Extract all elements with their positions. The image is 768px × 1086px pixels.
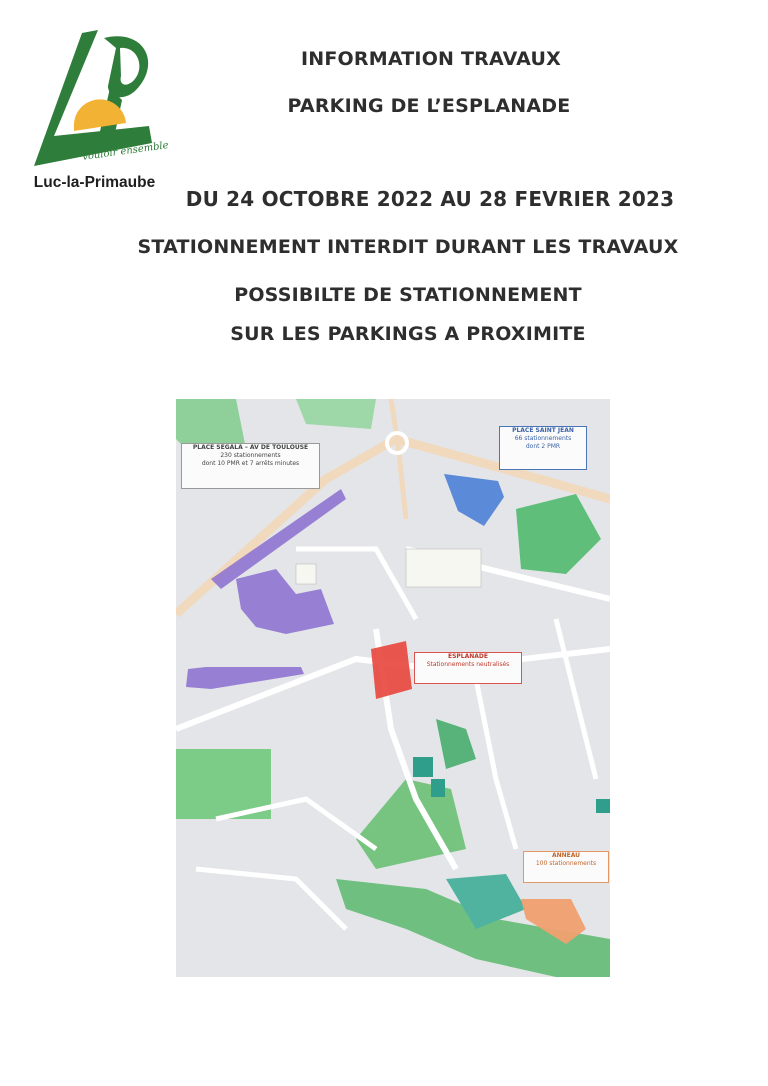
logo-slogan: vouloir ensemble bbox=[81, 140, 170, 163]
town-name: Luc-la-Primaube bbox=[33, 174, 156, 191]
parking-map bbox=[176, 399, 610, 977]
green-area bbox=[431, 779, 445, 797]
callout-anneau bbox=[523, 851, 609, 883]
green-area bbox=[413, 757, 433, 777]
callout-detail: dont 10 PMR et 7 arrêts minutes bbox=[201, 460, 300, 468]
parking-ban-notice: STATIONNEMENT INTERDIT DURANT LES TRAVAUX bbox=[137, 236, 679, 258]
building bbox=[296, 564, 316, 584]
callout-count: 100 stationnements bbox=[535, 860, 597, 868]
date-range: DU 24 OCTOBRE 2022 AU 28 FEVRIER 2023 bbox=[185, 187, 675, 211]
callout-esplanade bbox=[414, 652, 522, 684]
alternative-parking-line1: POSSIBILTE DE STATIONNEMENT bbox=[234, 284, 582, 306]
title-parking: PARKING DE L’ESPLANADE bbox=[287, 95, 571, 117]
callout-title: ANNEAU bbox=[551, 852, 581, 859]
callout-title: PLACE SAINT JEAN bbox=[512, 427, 574, 434]
callout-detail: dont 2 PMR bbox=[525, 443, 561, 451]
alternative-parking-line2: SUR LES PARKINGS A PROXIMITE bbox=[230, 323, 586, 345]
callout-place-segala bbox=[181, 443, 320, 489]
callout-count: 230 stationnements bbox=[220, 452, 281, 460]
callout-title: PLACE SEGALA – AV DE TOULOUSE bbox=[192, 444, 309, 451]
callout-detail: Stationnements neutralisés bbox=[426, 661, 510, 669]
building bbox=[406, 549, 481, 587]
callout-count: 66 stationnements bbox=[514, 435, 572, 443]
esplanade-zone bbox=[371, 641, 412, 699]
callout-place-saint-jean bbox=[499, 426, 587, 470]
title-information-travaux: INFORMATION TRAVAUX bbox=[301, 48, 561, 70]
callout-title: ESPLANADE bbox=[447, 653, 489, 660]
green-area bbox=[596, 799, 610, 813]
